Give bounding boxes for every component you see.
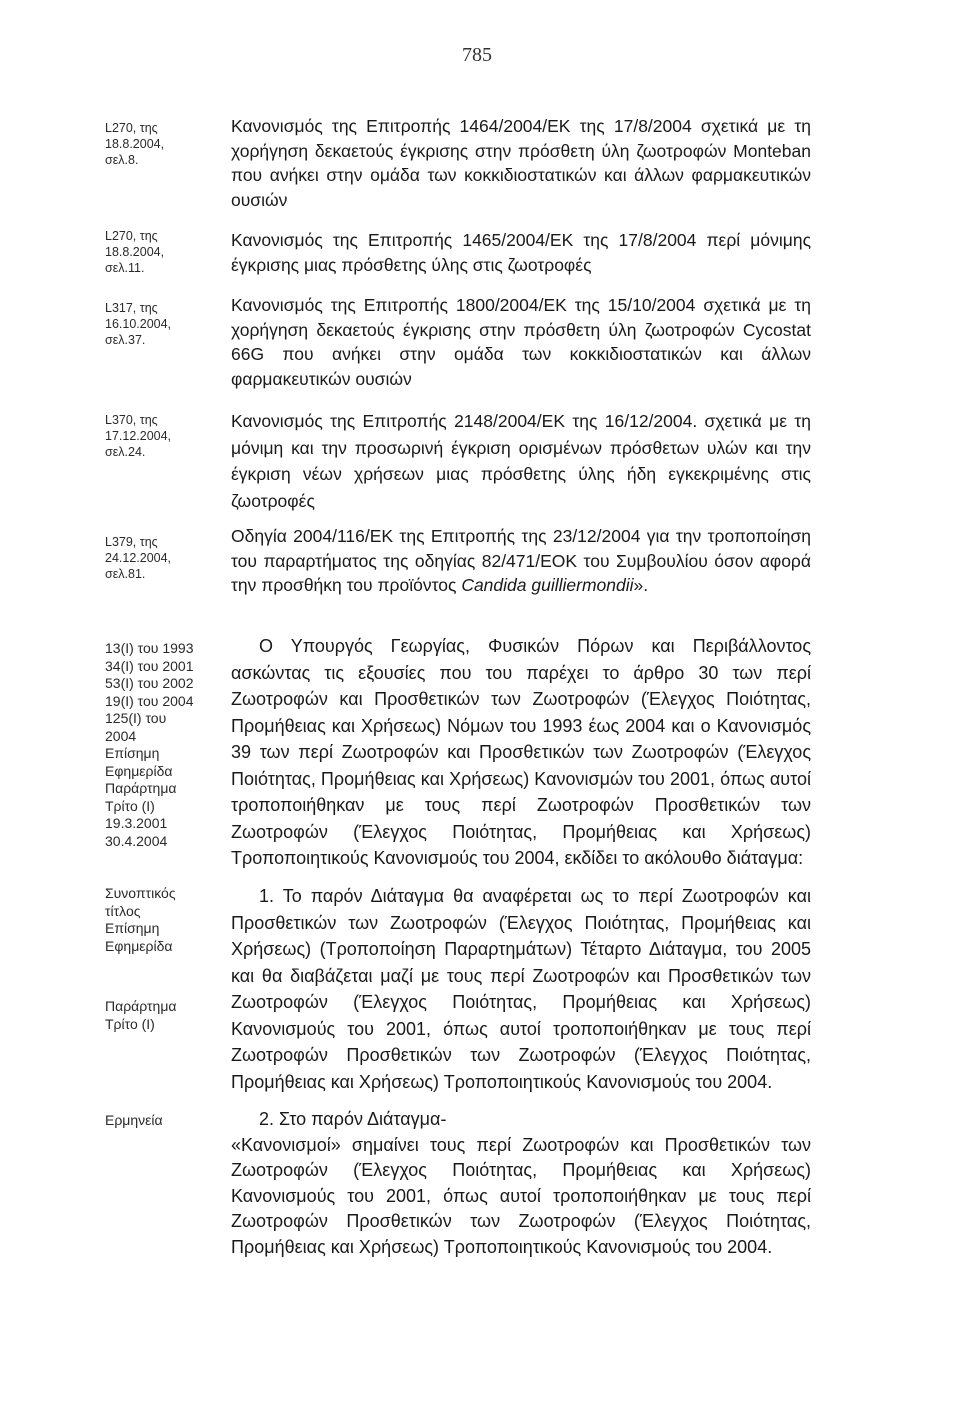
margin-line: σελ.37. — [105, 333, 146, 347]
margin-line: 19(Ι) του 2004 — [105, 692, 194, 709]
margin-line: τίτλος — [105, 902, 141, 919]
margin-line: L370, της — [105, 413, 158, 427]
margin-line: Επίσημη — [105, 920, 160, 936]
margin-line: 13(Ι) του 1993 — [105, 640, 194, 656]
directive-end: ». — [633, 575, 649, 595]
margin-line: Παράρτημα — [105, 998, 177, 1014]
margin-reference — [105, 228, 225, 276]
section-2-definition: «Κανονισμοί» σημαίνει τους περί Ζωοτροφών και Προσθετικών των Ζωοτροφών (Έλεγχος Ποιότητας, Προμήθειας και Χρήσεως) Κανονισμούς του 2001, όπως αυτοί τροποποιήθηκαν με τους περί Ζωοτροφών Προσθετικών των Ζωοτροφών (Έλεγχος Ποιότητας, Προμήθειας και Χρήσεως) Τροποποιητικούς Κανονισμούς του 2004. — [231, 1134, 811, 1257]
margin-reference — [105, 120, 225, 168]
margin-line: σελ.8. — [105, 153, 139, 167]
directive-text: Οδηγία 2004/116/ΕΚ της Επιτροπής της 23/12/2004 για την τροποποίηση του παραρτήματος της οδηγίας 82/471/ΕΟΚ του Συμβουλίου όσον αφορά την προσθήκη του προϊόντος — [231, 526, 811, 595]
page-number: 785 — [462, 44, 492, 66]
regulation-entry: Κανονισμός της Επιτροπής 2148/2004/ΕΚ της 16/12/2004. σχετικά με τη μόνιμη και την προσωρινή έγκριση ορισμένων πρόσθετων υλών και την έγκριση νέων χρήσεων μιας πρόσθετης ύλης ήδη εγκεκριμένης στις ζωοτροφές — [231, 411, 811, 511]
margin-reference — [105, 300, 225, 348]
margin-line: 34(Ι) του 2001 — [105, 657, 194, 674]
margin-line: Εφημερίδα — [105, 937, 173, 954]
margin-line: 2004 — [105, 727, 137, 744]
preamble-paragraph: Ο Υπουργός Γεωργίας, Φυσικών Πόρων και Περιβάλλοντος ασκώντας τις εξουσίες που του παρέχει το άρθρο 30 των περί Ζωοτροφών και Προσθετικών των Ζωοτροφών (Έλεγχος Ποιότητας, Προμήθειας και Χρήσεως) Νόμων του 1993 έως 2004 και ο Κανονισμός 39 των περί Ζωοτροφών και Προσθετικών των Ζωοτροφών (Έλεγχος Ποιότητας, Προμήθειας και Χρήσεως) Κανονισμών του 2001, όπως αυτοί τροποποιήθηκαν με τους περί Ζωοτροφών Προσθετικών των Ζωοτροφών (Έλεγχος Ποιότητας, Προμήθειας και Χρήσεως) Τροποποιητικούς Κανονισμούς του 2004, εκδίδει το ακόλουθο διάταγμα: — [231, 636, 811, 868]
margin-line: Τρίτο (Ι) — [105, 1015, 155, 1032]
margin-line: 18.8.2004, — [105, 137, 165, 151]
margin-line: L270, της — [105, 121, 158, 135]
regulation-entry: Κανονισμός της Επιτροπής 1464/2004/ΕΚ της 17/8/2004 σχετικά με τη χορήγηση δεκαετούς έγκρισης στην πρόσθετη ύλη ζωοτροφών Monteban που ανήκει στην ομάδα των κοκκιδιοστατικών και άλλων φαρμακευτικών ουσιών — [231, 116, 811, 210]
regulation-entry: Κανονισμός της Επιτροπής 1800/2004/ΕΚ της 15/10/2004 σχετικά με τη χορήγηση δεκαετούς έγκρισης στην πρόσθετη ύλη ζωοτροφών Cycostat 66G που ανήκει στην ομάδα των κοκκιδιοστατικών και άλλων φαρμακευτικών ουσιών — [231, 295, 811, 389]
margin-line: 16.10.2004, — [105, 317, 172, 331]
section-2-heading: 2. Στο παρόν Διάταγμα- — [259, 1109, 447, 1129]
margin-line: σελ.24. — [105, 445, 146, 459]
margin-line: Ερμηνεία — [105, 1112, 163, 1128]
margin-line: Επίσημη — [105, 745, 160, 761]
margin-line: σελ.81. — [105, 567, 146, 581]
section-2-text — [231, 1107, 811, 1260]
section-1-text — [231, 883, 811, 1095]
margin-reference — [105, 534, 225, 582]
margin-line: 30.4.2004 — [105, 832, 168, 849]
margin-line: σελ.11. — [105, 261, 145, 275]
margin-line: 125(Ι) του — [105, 710, 167, 726]
margin-reference — [105, 885, 225, 955]
directive-entry — [231, 524, 811, 598]
margin-line: Συνοπτικός — [105, 885, 176, 901]
directive-product-name: Candida guilliermondii — [461, 575, 634, 595]
section-1-paragraph: 1. Το παρόν Διάταγμα θα αναφέρεται ως το περί Ζωοτροφών και Προσθετικών των Ζωοτροφών (Έλεγχος Ποιότητας, Προμήθειας και Χρήσεως) (Τροποποίηση Παραρτημάτων) Τέταρτο Διάταγμα, του 2005 και θα διαβάζεται μαζί με τους περί Ζωοτροφών και Προσθετικών των Ζωοτροφών (Έλεγχος Ποιότητας, Προμήθειας και Χρήσεως) Κανονισμούς του 2001, όπως αυτοί τροποποιήθηκαν με τους περί Ζωοτροφών Προσθετικών των Ζωοτροφών (Έλεγχος Ποιότητας, Προμήθειας και Χρήσεως) Τροποποιητικούς Κανονισμούς του 2004. — [231, 886, 811, 1092]
margin-line: Παράρτημα — [105, 780, 177, 796]
margin-reference — [105, 412, 225, 460]
margin-line: 53(Ι) του 2002 — [105, 675, 194, 691]
margin-line: Τρίτο (Ι) — [105, 797, 155, 814]
margin-line: 24.12.2004, — [105, 551, 172, 565]
margin-line: Εφημερίδα — [105, 762, 173, 779]
margin-line: L270, της — [105, 229, 158, 243]
margin-reference — [105, 640, 225, 850]
margin-reference — [105, 998, 225, 1033]
regulation-entry: Κανονισμός της Επιτροπής 1465/2004/ΕΚ της 17/8/2004 περί μόνιμης έγκρισης μιας πρόσθετης ύλης στις ζωοτροφές — [231, 230, 811, 275]
margin-line: 19.3.2001 — [105, 815, 168, 831]
margin-line: 17.12.2004, — [105, 429, 172, 443]
margin-reference — [105, 1112, 225, 1130]
margin-line: 18.8.2004, — [105, 245, 165, 259]
margin-line: L317, της — [105, 301, 158, 315]
margin-line: L379, της — [105, 535, 158, 549]
preamble-text — [231, 633, 811, 872]
